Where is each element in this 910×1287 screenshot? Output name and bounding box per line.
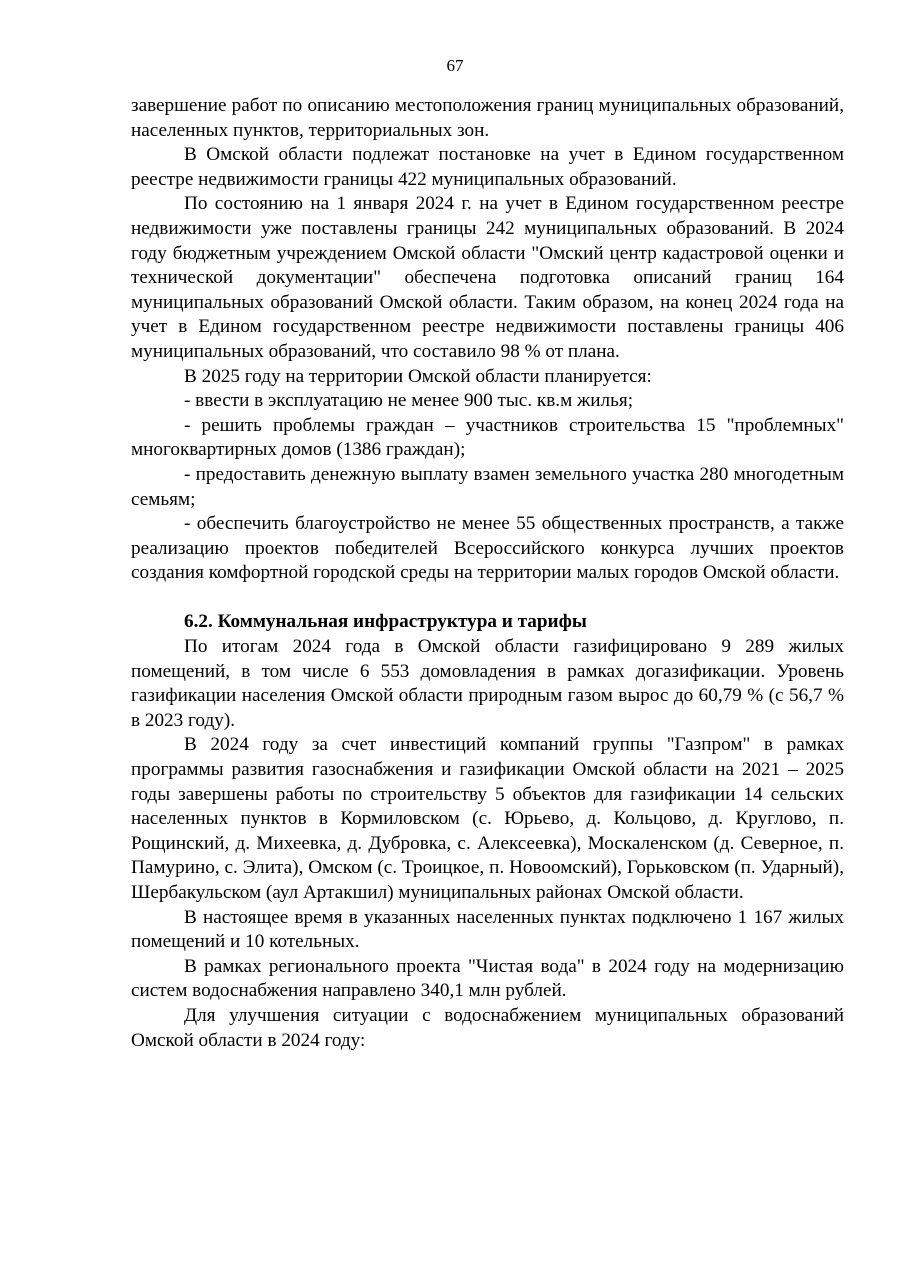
list-item: - обеспечить благоустройство не менее 55 общественных пространств, а также реализацию проектов победителей Всероссийского конкурса лучших проектов создания комфортной городской среды на территории малых городов Омской области.: [131, 513, 844, 584]
paragraph: В рамках регионального проекта "Чистая вода" в 2024 году на модернизацию систем водоснабжения направлено 340,1 млн рублей.: [131, 955, 844, 1002]
paragraph: В 2025 году на территории Омской области планируется:: [184, 365, 652, 387]
paragraph: завершение работ по описанию местоположения границ муниципальных образований, населенных пунктов, территориальных зон.: [131, 95, 844, 141]
paragraph: В 2024 году за счет инвестиций компаний группы "Газпром" в рамках программы развития газоснабжения и газификации Омской области на 2021 – 2025 годы завершены работы по строительству 5 объектов для газификации 14 сельских населенных пунктов в Кормиловском (с. Юрьево, д. Кольцово, д. Круглово, п. Рощинский, д. Михеевка, д. Дубровка, с. Алексеевка), Москаленском (д. Северное, п. Памурино, с. Элита), Омском (с. Троицкое, п. Новоомский), Горьковском (п. Ударный), Шербакульском (аул Артакшил) муниципальных районах Омской области.: [131, 734, 844, 903]
page-number: 67: [446, 56, 464, 75]
section-heading: 6.2. Коммунальная инфраструктура и тарифы: [184, 611, 587, 633]
list-item: - ввести в эксплуатацию не менее 900 тыс. кв.м жилья;: [184, 390, 634, 412]
paragraph: В настоящее время в указанных населенных пунктах подключено 1 167 жилых помещений и 10 котельных.: [131, 906, 844, 953]
page-content: [131, 94, 844, 1053]
list-item: - решить проблемы граждан – участников строительства 15 "проблемных" многоквартирных домов (1386 граждан);: [131, 414, 844, 461]
paragraph: Для улучшения ситуации с водоснабжением муниципальных образований Омской области в 2024 году:: [131, 1004, 844, 1051]
paragraph: По итогам 2024 года в Омской области газифицировано 9 289 жилых помещений, в том числе 6 553 домовладения в рамках догазификации. Уровень газификации населения Омской области природным газом вырос до 60,79 % (с 56,7 % в 2023 году).: [131, 636, 844, 731]
paragraph: По состоянию на 1 января 2024 г. на учет в Едином государственном реестре недвижимости уже поставлены границы 242 муниципальных образований. В 2024 году бюджетным учреждением Омской области "Омский центр кадастровой оценки и технической документации" обеспечена подготовка описаний границ 164 муниципальных образований Омской области. Таким образом, на конец 2024 года на учет в Едином государственном реестре недвижимости поставлены границы 406 муниципальных образований, что составило 98 % от плана.: [131, 193, 844, 362]
list-item: - предоставить денежную выплату взамен земельного участка 280 многодетным семьям;: [131, 463, 844, 510]
paragraph: В Омской области подлежат постановке на учет в Едином государственном реестре недвижимости границы 422 муниципальных образований.: [131, 144, 844, 190]
